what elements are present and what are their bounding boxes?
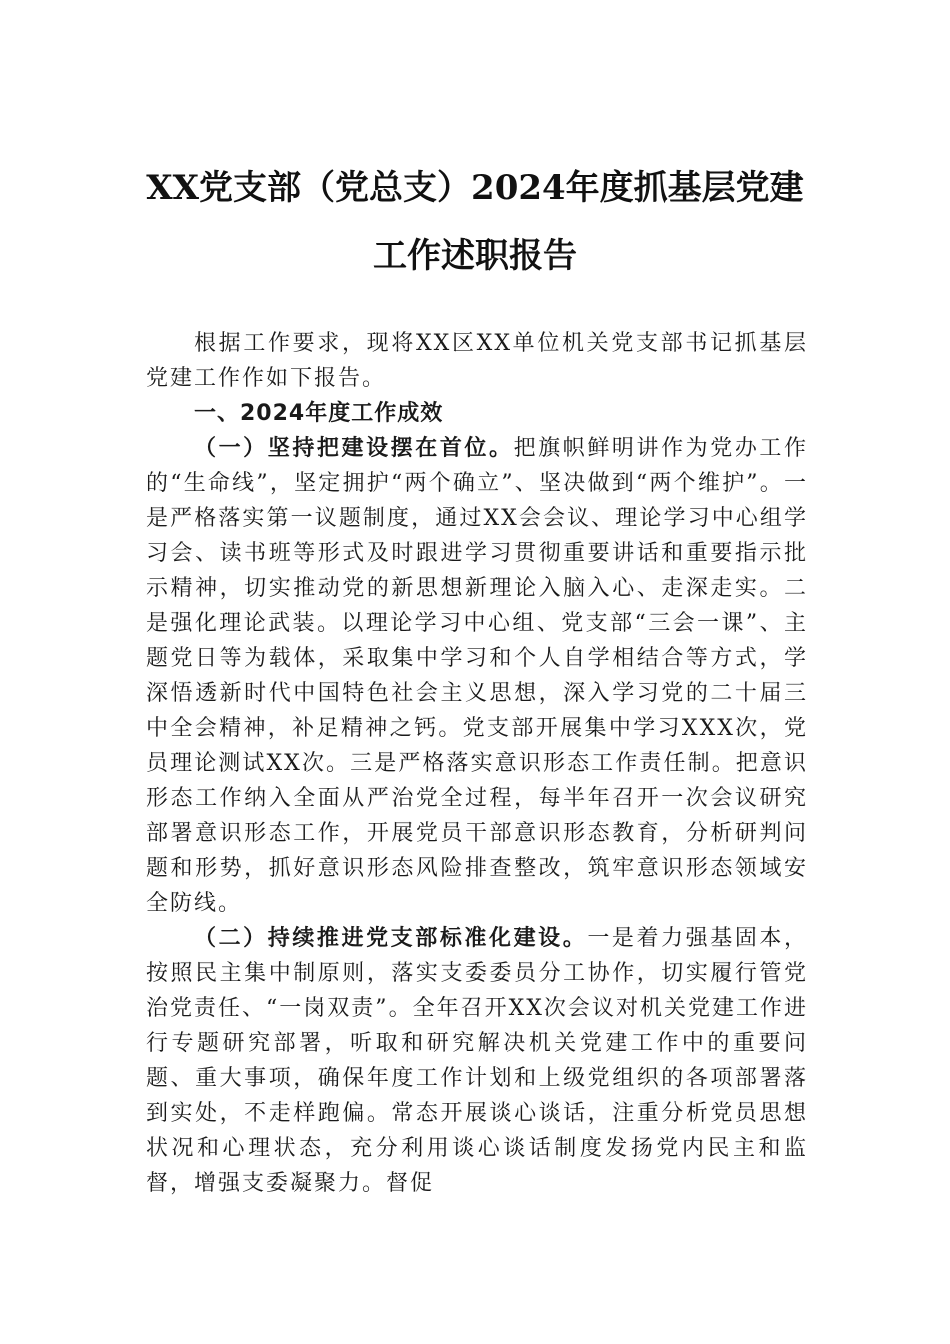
document-body: [146, 326, 808, 1201]
paragraph-2-body: 一是着力强基固本，按照民主集中制原则，落实支委委员分工协作，切实履行管党治党责任、“一岗双责”。全年召开XX次会议对机关党建工作进行专题研究部署，听取和研究解决机关党建工作中的重要问题、重大事项，确保年度工作计划和上级党组织的各项部署落到实处，不走样跑偏。常态开展谈心谈话，注重分析党员思想状况和心理状态，充分利用谈心谈话制度发扬党内民主和监督，增强支委凝聚力。督促: [146, 926, 808, 1196]
paragraph-1: [146, 431, 808, 921]
intro-paragraph: 根据工作要求，现将XX区XX单位机关党支部书记抓基层党建工作作如下报告。: [146, 331, 808, 391]
section-heading: 一、2024年度工作成效: [194, 401, 444, 426]
document-title-line-2: 工作述职报告: [373, 236, 577, 276]
paragraph-2: [146, 921, 808, 1201]
document-title-line-1: XX党支部（党总支）2024年度抓基层党建: [146, 168, 804, 208]
paragraph-1-lead: （一）坚持把建设摆在首位。: [194, 435, 514, 461]
paragraph-2-lead: （二）持续推进党支部标准化建设。: [194, 925, 588, 951]
paragraph-1-body: 把旗帜鲜明讲作为党办工作的“生命线”，坚定拥护“两个确立”、坚决做到“两个维护”。一是严格落实第一议题制度，通过XX会会议、理论学习中心组学习会、读书班等形式及时跟进学习贯彻重要讲话和重要指示批示精神，切实推动党的新思想新理论入脑入心、走深走实。二是强化理论武装。以理论学习中心组、党支部“三会一课”、主题党日等为载体，采取集中学习和个人自学相结合等方式，学深悟透新时代中国特色社会主义思想，深入学习党的二十届三中全会精神，补足精神之钙。党支部开展集中学习XXX次，党员理论测试XX次。三是严格落实意识形态工作责任制。把意识形态工作纳入全面从严治党全过程，每半年召开一次会议研究部署意识形态工作，开展党员干部意识形态教育，分析研判问题和形势，抓好意识形态风险排查整改，筑牢意识形态领域安全防线。: [146, 436, 808, 916]
